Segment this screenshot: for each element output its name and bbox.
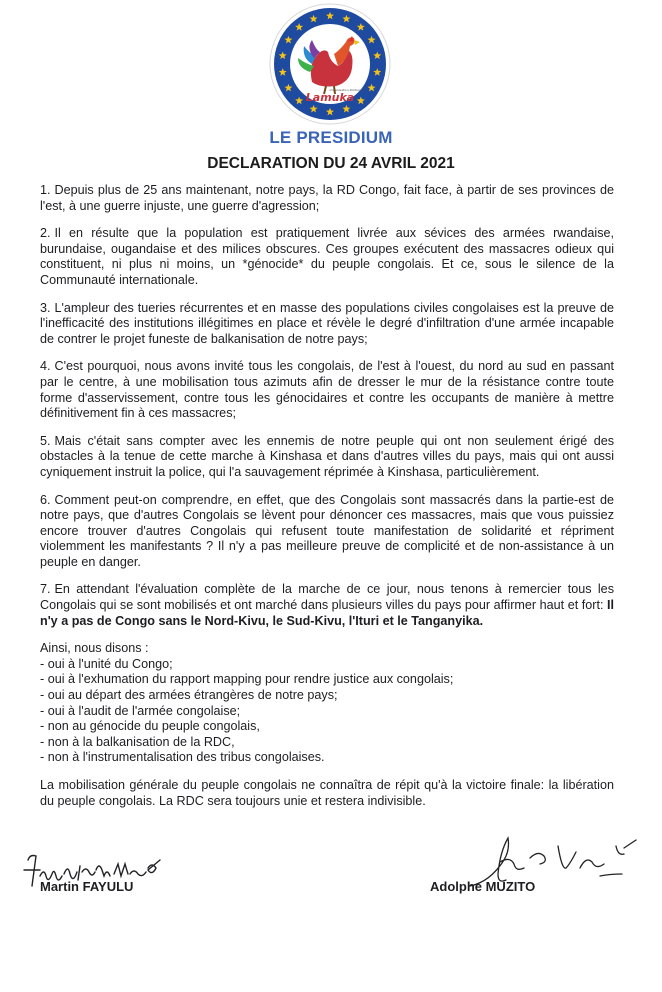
logo-brand-text: Lamuka [305, 91, 355, 104]
paragraph-2 [40, 226, 614, 288]
paragraph-text: En attendant l'évaluation complète de la marche de ce jour, nous tenons à remercier tous les Congolais qui se sont mobilisés et ont marché dans plusieurs villes du pays pour affirmer haut et fort: [40, 582, 614, 613]
lamuka-emblem-icon [268, 2, 392, 126]
signatory-left-name: Martin FAYULU [40, 879, 134, 894]
paragraph-1 [40, 183, 614, 214]
paragraph-number: 3. [40, 300, 51, 315]
list-item: - non au génocide du peuple congolais, [40, 719, 260, 734]
logo-tagline: Organisation Politique [329, 88, 363, 92]
paragraph-7 [40, 582, 614, 629]
list-item: - oui au départ des armées étrangères de notre pays; [40, 688, 338, 703]
paragraph-3 [40, 301, 614, 348]
list-item: - oui à l'audit de l'armée congolaise; [40, 703, 241, 718]
paragraph-5 [40, 434, 614, 481]
paragraph-4 [40, 359, 614, 421]
list-item: - oui à l'exhumation du rapport mapping pour rendre justice aux congolais; [40, 672, 454, 687]
list-item: - non à l'instrumentalisation des tribus congolaises. [40, 750, 325, 765]
conclusion-intro: Ainsi, nous disons : [40, 641, 149, 656]
closing-paragraph: La mobilisation générale du peuple congolais ne connaîtra de répit qu'à la victoire finale: la libération du peuple congolais. La RDC sera toujours unie et restera indivisible. [40, 778, 614, 808]
paragraph-number: 4. [40, 359, 51, 374]
org-title: LE PRESIDIUM [269, 128, 393, 147]
paragraph-text: Comment peut-on comprendre, en effet, que des Congolais sont massacrés dans la partie-est de notre pays, que d'autres Congolais se lèvent pour dénoncer ces massacres, mais que vous puissiez encore trouver d'autres Congolais qui refusent toute manifestation de solidarité et répriment violemment les manifestants ? Il n'y a pas meilleure preuve de complicité et de non-assistance à un peuple en danger. [40, 492, 614, 569]
list-item: - non à la balkanisation de la RDC, [40, 734, 235, 749]
paragraph-number: 6. [40, 492, 51, 507]
paragraph-bold-text: Il n'y a pas de Congo sans le Nord-Kivu, le Sud-Kivu, l'Ituri et le Tanganyika. [40, 598, 614, 628]
paragraph-text: C'est pourquoi, nous avons invité tous les congolais, de l'est à l'ouest, du nord au sud en passant par le centre, à une mobilisation tous azimuts afin de dresser le mur de la résistance contre toute forme d'asservissement, contre tous les génocidaires et contre les occupants de manière à mettre définitivement fin à ces massacres; [40, 359, 614, 421]
lamuka-logo [268, 2, 392, 126]
paragraph-number: 5. [40, 433, 51, 448]
paragraph-number: 2. [40, 226, 51, 241]
paragraph-number: 1. [40, 183, 51, 197]
declaration-body [40, 183, 614, 809]
signatory-right-name: Adolphe MUZITO [430, 879, 536, 894]
declaration-title: DECLARATION DU 24 AVRIL 2021 [207, 155, 455, 172]
paragraph-text: Il en résulte que la population est pratiquement livrée aux sévices des armées rwandaise, burundaise, ougandaise et des milices obscures. Ces groupes exécutent des massacres odieux qui constituent, ni plus ni moins, un *génocide* du peuple congolais. Et ce, sous le silence de la Communauté internationale. [40, 226, 614, 287]
conclusion-list [40, 657, 614, 766]
paragraph-number: 7. [40, 582, 51, 597]
paragraph-6 [40, 493, 614, 571]
paragraph-text: Depuis plus de 25 ans maintenant, notre pays, la RD Congo, fait face, à partir de ses provinces de l'est, à une guerre injuste, une guerre d'agression; [40, 183, 614, 213]
paragraph-text: L'ampleur des tueries récurrentes et en masse des populations civiles congolaises est la preuve de l'inefficacité des institutions illégitimes en place et révèle le degré d'infiltration d'une armée incapable de contrer le projet funeste de balkanisation de notre pays; [40, 300, 614, 346]
list-item: - oui à l'unité du Congo; [40, 656, 173, 671]
paragraph-text: Mais c'était sans compter avec les ennemis de notre peuple qui ont non seulement érigé des obstacles à la tenue de cette marche à Kinshasa et dans d'autres villes du pays, mais qui ont aussi cyniquement instruit la police, qui l'a sauvagement réprimée à Kinshasa, particulièrement. [40, 433, 614, 479]
